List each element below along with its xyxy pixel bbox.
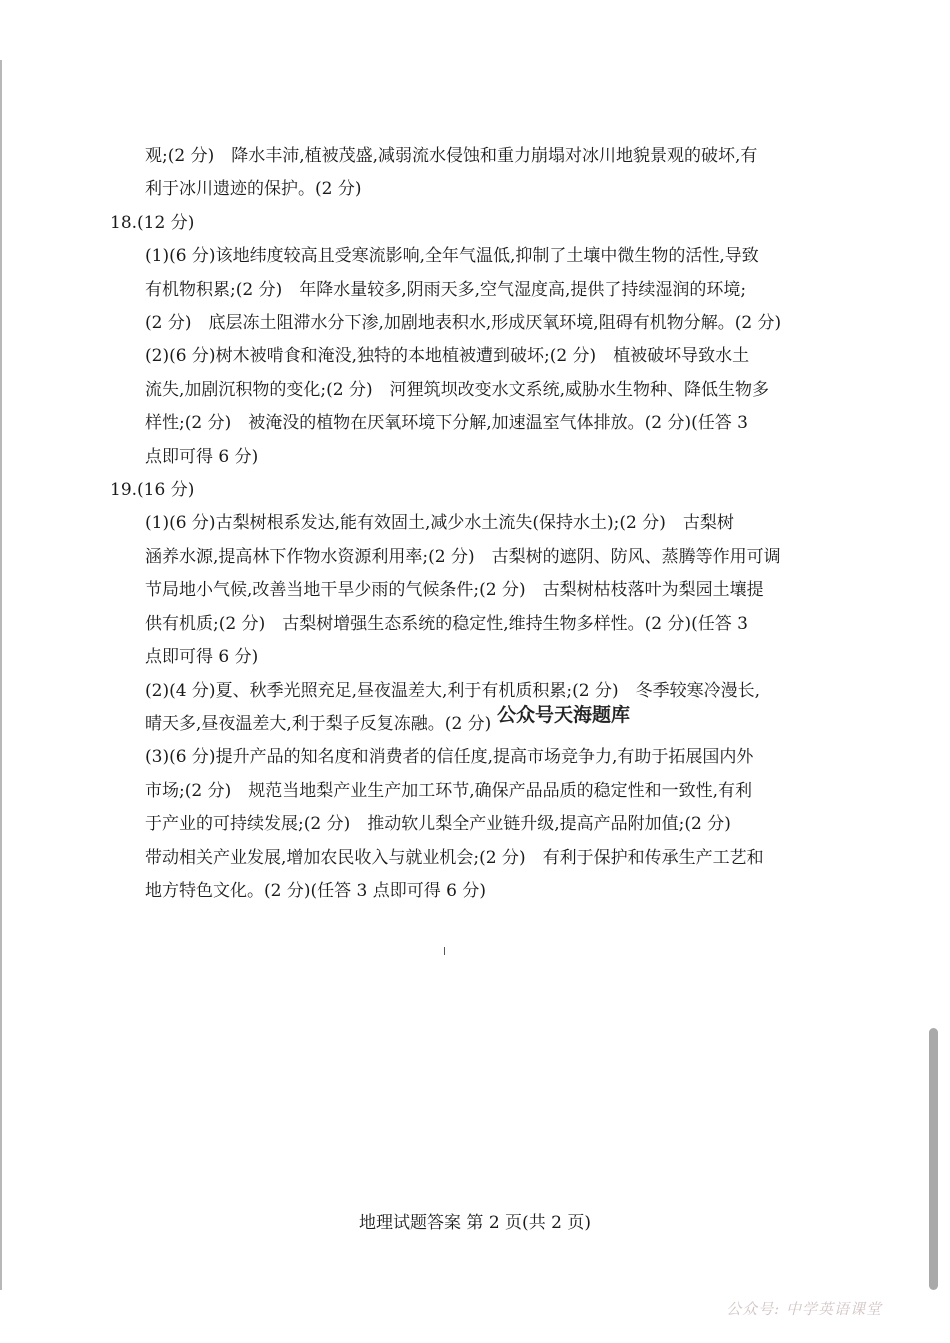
text-segment: (2)(6 分)树木被啃食和淹没,独特的本地植被遭到破坏;(2 分) [145,346,597,367]
text-segment: 18.(12 分) [110,212,195,233]
text-segment: 古梨树 [682,513,734,534]
text-segment: 节局地小气候,改善当地干旱少雨的气候条件;(2 分) [145,580,526,601]
text-segment: 样性;(2 分) [145,413,232,434]
text-segment: 古梨树枯枝落叶为梨园土壤提 [542,580,764,601]
text-line [110,173,840,206]
text-segment: 带动相关产业发展,增加农民收入与就业机会;(2 分) [145,847,526,868]
text-line [110,808,840,841]
text-line [110,608,840,641]
text-segment: 地方特色文化。(2 分)(任答 3 点即可得 6 分) [145,880,486,901]
text-segment: 河狸筑坝改变水文系统,威胁水生物种、降低生物多 [389,379,770,400]
overlay-watermark: 公众号天海题库 [497,704,631,726]
scrollbar-thumb[interactable] [929,1028,938,1290]
text-line [110,140,840,173]
corner-watermark: 公众号: 中学英语课堂 [726,1300,882,1318]
text-segment: 市场;(2 分) [145,780,232,801]
text-segment: 年降水量较多,阴雨天多,空气湿度高,提供了持续湿润的环境; [299,279,747,300]
text-segment: 流失,加剧沉积物的变化;(2 分) [145,379,373,400]
answer-text-body [110,140,840,908]
text-segment: (1)(6 分)古梨树根系发达,能有效固土,减少水土流失(保持水土);(2 分) [145,513,666,534]
text-segment: 冬季较寒冷漫长, [635,680,760,701]
text-segment: 点即可得 6 分) [145,647,259,668]
text-segment: 19.(16 分) [110,480,195,501]
text-line [110,307,840,340]
text-segment: 涵养水源,提高林下作物水资源利用率;(2 分) [145,546,475,567]
text-segment: 植被破坏导致水土 [613,346,750,367]
text-segment: 观;(2 分) [145,146,215,166]
text-segment: 供有机质;(2 分) [145,613,266,634]
text-segment: 推动软儿梨全产业链升级,提高产品附加值;(2 分) [367,814,731,835]
text-line [110,274,840,307]
text-line [110,574,840,607]
text-line [110,407,840,440]
text-line [110,708,840,741]
text-line [110,842,840,875]
text-line [110,340,840,373]
text-line [110,374,840,407]
text-line [110,641,840,674]
stray-mark [444,947,445,955]
text-line [110,675,840,708]
text-segment: 有机物积累;(2 分) [145,279,283,300]
text-segment: 有利于保护和传承生产工艺和 [542,847,764,868]
text-segment: 古梨树增强生态系统的稳定性,维持生物多样性。(2 分)(任答 3 [282,613,748,634]
text-segment: 被淹没的植物在厌氧环境下分解,加速温室气体排放。(2 分)(任答 3 [248,413,748,434]
text-line [110,741,840,774]
text-segment: 底层冻土阻滞水分下渗,加剧地表积水,形成厌氧环境,阻碍有机物分解。(2 分) [208,313,782,334]
text-line [110,775,840,808]
text-segment: (3)(6 分)提升产品的知名度和消费者的信任度,提高市场竞争力,有助于拓展国内外 [145,747,754,768]
text-line [110,507,840,540]
text-segment: 点即可得 6 分) [145,446,259,467]
text-segment: 规范当地梨产业生产加工环节,确保产品品质的稳定性和一致性,有利 [248,780,753,801]
text-segment: 利于冰川遗迹的保护。(2 分) [145,179,362,200]
text-line [110,875,840,908]
page-footer: 地理试题答案 第 2 页(共 2 页) [359,1213,591,1233]
text-line [110,240,840,273]
text-line [110,441,840,474]
text-line [110,207,840,240]
text-segment: (2 分) [145,313,192,334]
text-segment: 于产业的可持续发展;(2 分) [145,814,351,835]
page-left-edge [0,60,2,1290]
text-segment: 降水丰沛,植被茂盛,减弱流水侵蚀和重力崩塌对冰川地貌景观的破坏,有 [231,146,758,166]
text-segment: (2)(4 分)夏、秋季光照充足,昼夜温差大,利于有机质积累;(2 分) [145,680,619,701]
text-segment: (1)(6 分)该地纬度较高且受寒流影响,全年气温低,抑制了土壤中微生物的活性,导致 [145,246,759,267]
text-segment: 晴天多,昼夜温差大,利于梨子反复冻融。(2 分) [145,713,492,734]
text-line [110,474,840,507]
text-line [110,541,840,574]
text-segment: 古梨树的遮阴、防风、蒸腾等作用可调 [491,546,781,567]
